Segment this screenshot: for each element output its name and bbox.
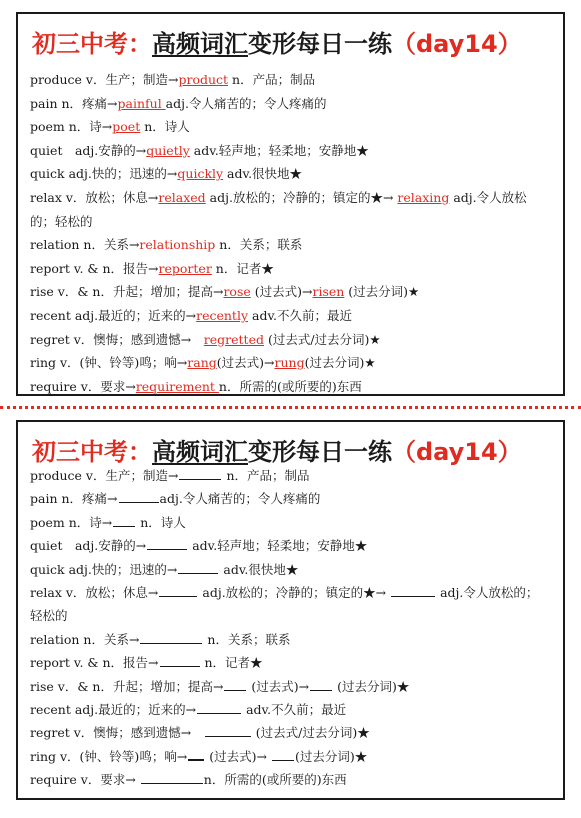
- answer-line: [30, 351, 553, 375]
- answer-word: quickly: [177, 166, 224, 182]
- card-title: [32, 432, 522, 467]
- title-prefix: 初三中考：: [32, 438, 152, 466]
- line-text: rise v．& n．升起；增加；提高→: [30, 284, 224, 300]
- answer-word: rose: [223, 284, 251, 300]
- line-text: adj.放松的；冷静的；镇定的★→: [205, 189, 398, 205]
- answer-blank[interactable]: [224, 679, 246, 691]
- answer-line: [30, 257, 553, 281]
- exercise-line: [30, 581, 550, 628]
- exercise-line: [30, 721, 553, 744]
- answer-list: [30, 68, 553, 398]
- title-day: （day14）: [392, 438, 522, 466]
- exercise-line: [30, 487, 553, 510]
- answer-line: [30, 233, 553, 257]
- line-text: report v. & n．报告→: [30, 655, 159, 671]
- line-text: (过去式/过去分词)★: [263, 331, 381, 347]
- answer-line: [30, 186, 550, 233]
- answer-blank[interactable]: [272, 749, 294, 761]
- answer-blank[interactable]: [119, 491, 159, 503]
- line-text: n．关系；联系: [215, 237, 303, 253]
- line-text: relax v．放松；休息→: [30, 189, 159, 205]
- line-text: adj.令人放松的；轻松的: [30, 585, 539, 624]
- answer-word: risen: [312, 284, 345, 300]
- line-text: rise v．& n．升起；增加；提高→: [30, 678, 224, 694]
- answer-line: [30, 375, 553, 399]
- line-text: adj.放松的；冷静的；镇定的★→: [198, 585, 391, 601]
- line-text: regret v．懊悔；感到遗憾→: [30, 725, 204, 741]
- answer-line: [30, 304, 553, 328]
- answer-word: relaxing: [397, 189, 450, 205]
- line-text: n．产品；制品: [222, 468, 310, 483]
- line-text: (过去分词)★: [294, 748, 368, 764]
- line-text: quiet adj.安静的→: [30, 142, 147, 158]
- line-text: n．诗人: [136, 514, 186, 530]
- line-text: pain n．疼痛→: [30, 491, 118, 507]
- line-text: (过去分词)★: [344, 284, 420, 300]
- exercise-line: [30, 464, 553, 487]
- line-text: (过去式)→: [216, 355, 275, 371]
- answer-blank[interactable]: [140, 632, 202, 644]
- answer-blank[interactable]: [188, 748, 204, 761]
- line-text: (过去式)→: [247, 678, 310, 694]
- answer-line: [30, 139, 553, 163]
- line-text: poem n．诗→: [30, 514, 113, 530]
- exercise-line: [30, 628, 553, 651]
- line-text: ring v．(钟、铃等)鸣；响→: [30, 748, 188, 764]
- exercise-line: [30, 768, 553, 791]
- line-text: (过去分词)★: [333, 678, 410, 694]
- line-text: adj.令人痛苦的；令人疼痛的: [159, 491, 321, 507]
- title-topic: 高频词汇: [152, 30, 248, 58]
- answer-word: poet: [112, 119, 141, 135]
- exercise-line: [30, 745, 553, 768]
- line-text: regret v．懊悔；感到遗憾→: [30, 331, 204, 347]
- line-text: recent adj.最近的；近来的→: [30, 307, 197, 323]
- line-text: n．产品；制品: [228, 72, 316, 87]
- line-text: relation n．关系→: [30, 631, 140, 647]
- exercise-line: [30, 511, 553, 534]
- answer-line: [30, 162, 553, 186]
- line-text: adv.不久前；最近: [248, 307, 352, 323]
- answer-blank[interactable]: [310, 679, 332, 691]
- answer-line: [30, 328, 553, 352]
- answer-blank[interactable]: [141, 772, 203, 784]
- line-text: n．记者★: [200, 655, 263, 671]
- line-text: adv.很快地★: [219, 561, 299, 577]
- answer-word: reporter: [158, 260, 212, 276]
- line-text: adj.令人痛苦的；令人疼痛的: [165, 95, 327, 111]
- title-topic: 高频词汇: [152, 438, 248, 466]
- line-text: n．记者★: [211, 260, 274, 276]
- line-text: adv.轻声地；轻柔地；安静地★: [189, 142, 369, 158]
- exercise-line: [30, 651, 553, 674]
- line-text: require v．要求→: [30, 378, 136, 394]
- answer-blank[interactable]: [391, 585, 435, 597]
- line-text: adv.不久前；最近: [242, 702, 347, 718]
- line-text: recent adj.最近的；近来的→: [30, 702, 197, 718]
- dotted-divider: [0, 406, 581, 409]
- answer-word: painful: [117, 95, 166, 111]
- title-rest: 变形每日一练: [248, 438, 392, 466]
- answer-blank[interactable]: [147, 538, 187, 550]
- line-text: produce v．生产；制造→: [30, 468, 179, 483]
- answer-line: [30, 280, 553, 304]
- answer-blank[interactable]: [179, 468, 221, 480]
- answer-blank[interactable]: [160, 655, 200, 667]
- answer-word: recently: [196, 307, 249, 323]
- answer-blank[interactable]: [178, 562, 218, 574]
- exercise-line: [30, 534, 553, 557]
- answer-word: quietly: [146, 142, 190, 158]
- line-text: produce v．生产；制造→: [30, 72, 179, 87]
- answer-word: relationship: [139, 237, 216, 253]
- exercise-line: [30, 558, 553, 581]
- line-text: (过去分词)★: [304, 355, 376, 371]
- line-text: n．诗人: [140, 119, 190, 135]
- answer-line: [30, 68, 553, 92]
- answer-line: [30, 115, 553, 139]
- line-text: adj.令人放松的；轻松的: [30, 189, 527, 229]
- line-text: report v. & n．报告→: [30, 260, 159, 276]
- answer-word: relaxed: [158, 189, 206, 205]
- answer-word: regretted: [203, 331, 264, 347]
- line-text: n．关系；联系: [203, 631, 291, 647]
- title-day: （day14）: [392, 30, 522, 58]
- answer-blank[interactable]: [159, 585, 197, 597]
- answer-word: requirement: [135, 378, 219, 394]
- answer-line: [30, 92, 553, 116]
- card-title: [32, 24, 522, 59]
- answer-word: rung: [274, 355, 305, 371]
- answer-word: rang: [187, 355, 217, 371]
- title-rest: 变形每日一练: [248, 30, 392, 58]
- exercise-line: [30, 698, 553, 721]
- line-text: require v．要求→: [30, 772, 140, 788]
- answer-blank[interactable]: [197, 702, 241, 714]
- answer-blank[interactable]: [205, 725, 251, 737]
- line-text: adv.轻声地；轻柔地；安静地★: [188, 538, 368, 554]
- answer-blank[interactable]: [113, 515, 135, 527]
- exercise-line: [30, 675, 553, 698]
- line-text: n．所需的(或所要的)东西: [218, 378, 362, 394]
- line-text: (过去式/过去分词)★: [251, 725, 370, 741]
- exercise-list: [30, 464, 553, 792]
- line-text: relax v．放松；休息→: [30, 585, 159, 601]
- exercise-card: [16, 420, 565, 800]
- line-text: ring v．(钟、铃等)鸣；响→: [30, 355, 188, 371]
- line-text: quiet adj.安静的→: [30, 538, 147, 554]
- answer-word: product: [178, 72, 229, 87]
- line-text: pain n．疼痛→: [30, 95, 118, 111]
- line-text: relation n．关系→: [30, 237, 140, 253]
- line-text: (过去式)→: [205, 748, 271, 764]
- line-text: (过去式)→: [250, 284, 313, 300]
- line-text: adv.很快地★: [223, 166, 303, 182]
- answer-card: [16, 12, 565, 396]
- line-text: poem n．诗→: [30, 119, 113, 135]
- line-text: quick adj.快的；迅速的→: [30, 166, 178, 182]
- line-text: quick adj.快的；迅速的→: [30, 561, 178, 577]
- title-prefix: 初三中考：: [32, 30, 152, 58]
- line-text: n．所需的(或所要的)东西: [203, 772, 347, 788]
